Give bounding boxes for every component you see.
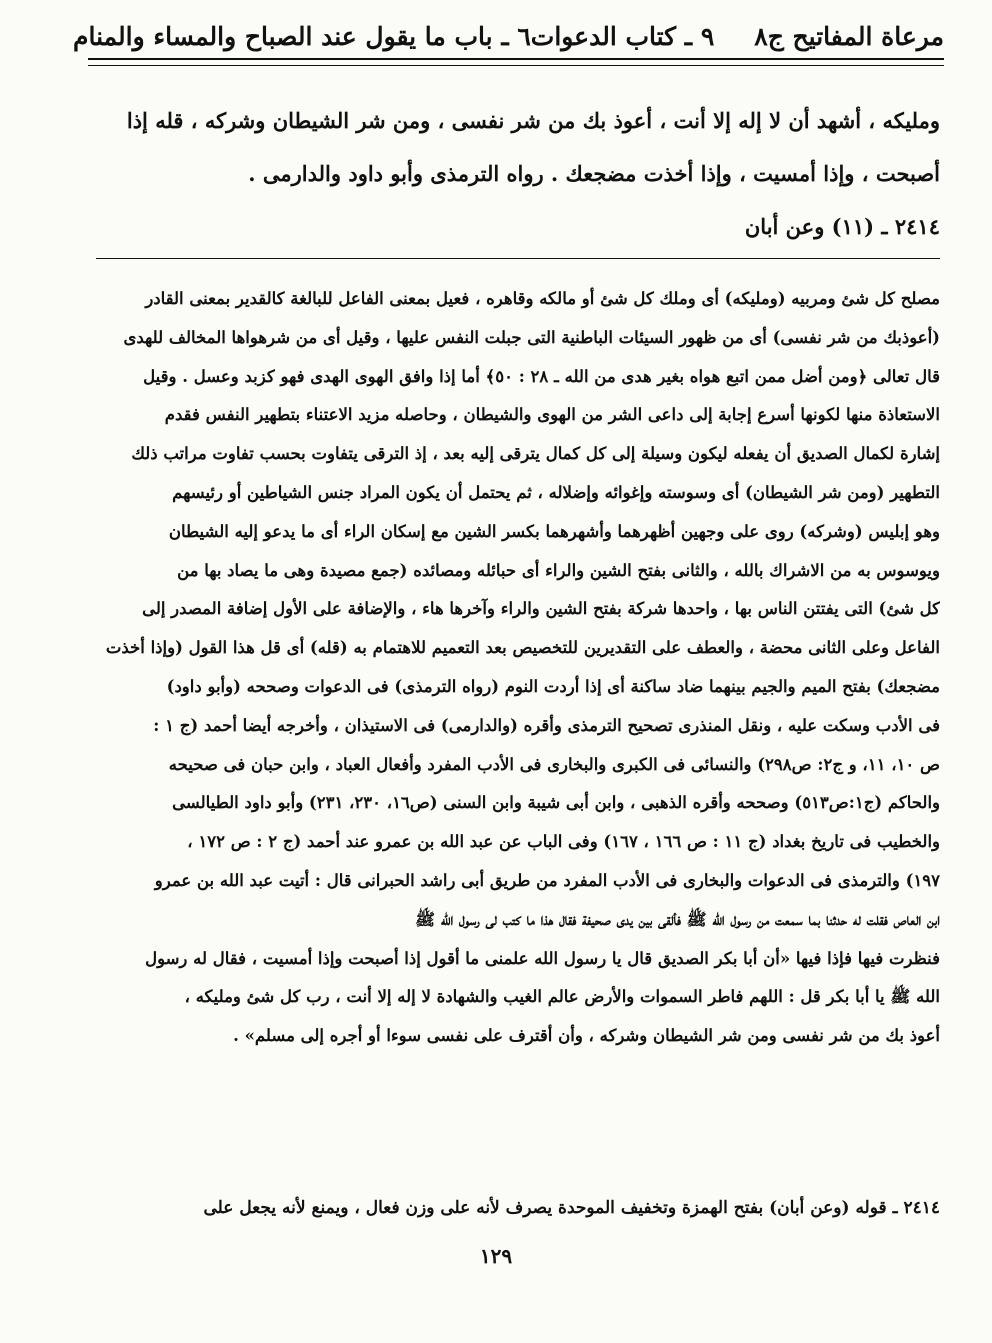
commentary-line: فنظرت فيها فإذا فيها «أن أبا بكر الصديق قال يا رسول الله علمنى ما أقول إذا أصبحت وإذا أمسيت ، فقال له رسول — [145, 948, 940, 968]
commentary-line: ص ١٠، ١١، و ج٢: ص٢٩٨) والنسائى فى الكبرى والبخارى فى الأدب المفرد وأفعال العباد ، وابن حبان فى صحيحه — [168, 754, 940, 774]
hadith-number-line: ٢٤١٤ ـ (١١) وعن أبان — [744, 214, 940, 239]
commentary-line: أعوذ بك من شر نفسى ومن شر الشيطان وشركه ، وأن أقترف على نفسى سوءا أو أجره إلى مسلم» . — [233, 1026, 940, 1046]
commentary-line: إشارة لكمال الصديق أن يفعله ليكون وسيلة إلى كل كمال يترقى إليه بعد ، إذ الترقى يتفاوت بحسب تفاوت مراتب ذلك — [131, 444, 940, 464]
chapter-title: ٩ ـ كتاب الدعوات — [530, 21, 715, 51]
running-header — [72, 14, 944, 58]
commentary-line: الاستعاذة منها لكونها أسرع إجابة إلى داعى الشر من الهوى والشيطان ، وحاصله مزيد الاعتناء بتطهير النفس فقدم — [164, 405, 940, 425]
header-double-rule — [88, 58, 944, 66]
section-title: ٦ ـ باب ما يقول عند الصباح والمساء والمنام — [72, 21, 531, 51]
commentary-line: الله ﷺ يا أبا بكر قل : اللهم فاطر السموات والأرض عالم الغيب والشهادة لا إله إلا أنت ، رب كل شئ ومليكه ، — [184, 987, 940, 1007]
hadith-line: ومليكه ، أشهد أن لا إله إلا أنت ، أعوذ بك من شر نفسى ، ومن شر الشيطان وشركه ، قله إذا — [126, 108, 940, 133]
commentary-line: كل شئ) التى يفتتن الناس بها ، واحدها شركة بفتح الشين والراء وآخرها هاء ، والإضافة على الأول إضافة المصدر إلى — [142, 599, 940, 619]
commentary-line: والخطيب فى تاريخ بغداد (ج ١١ : ص ١٦٦ ، ١٦٧) وفى الباب عن عبد الله بن عمرو عند أحمد (ج ٢ : ص ١٧٢ ، — [187, 832, 940, 852]
commentary-line: (أعوذبك من شر نفسى) أى من ظهور السيئات الباطنية التى جبلت النفس عليها ، وقيل أى من شرهواها المخالف للهدى — [123, 327, 940, 347]
page-number: ١٢٩ — [479, 1244, 513, 1268]
hadith-line: أصبحت ، وإذا أمسيت ، وإذا أخذت مضجعك . رواه الترمذى وأبو داود والدارمى . — [248, 161, 940, 186]
commentary-line: ١٩٧) والترمذى فى الدعوات والبخارى فى الأدب المفرد من طريق أبى راشد الحبرانى قال : أتيت عبد الله بن عمرو — [154, 870, 940, 890]
hadith-text — [96, 94, 940, 253]
commentary-line: والحاكم (ج١:ص٥١٣) وصححه وأقره الذهبى ، وابن أبى شيبة وابن السنى (ص١٦، ٢٣٠، ٢٣١) وأبو داود الطيالسى — [172, 793, 940, 813]
commentary-line: قال تعالى ﴿ومن أضل ممن اتبع هواه بغير هدى من الله ـ ٢٨ : ٥٠﴾ أما إذا وافق الهوى الهدى فهو كزبد وعسل . وقيل — [143, 366, 940, 386]
book-title: مرعاة المفاتيح ج٨ — [754, 21, 944, 51]
commentary-line: فى الأدب وسكت عليه ، ونقل المنذرى تصحيح الترمذى وأقره (والدارمى) فى الاستيذان ، وأخرجه أيضا أحمد (ج ١ : — [153, 715, 940, 735]
commentary-line: الفاعل وعلى الثانى محضة ، والعطف على التقديرين للتخصيص بعد التعميم للاهتمام به (قله) أى قل هذا القول (وإذا أخذت — [105, 638, 940, 658]
commentary-divider — [96, 258, 940, 259]
commentary-text — [98, 280, 940, 1056]
commentary-line: مضجعك) بفتح الميم والجيم بينهما ضاد ساكنة أى إذا أردت النوم (رواه الترمذى) فى الدعوات وصححه (وأبو داود) — [166, 676, 940, 696]
commentary-line: مصلح كل شئ ومربيه (ومليكه) أى وملك كل شئ أو مالكه وقاهره ، فعيل بمعنى الفاعل للبالغة كالقدير بمعنى القادر — [145, 289, 940, 308]
commentary-line: ويوسوس به من الاشراك بالله ، والثانى بفتح الشين والراء أى حبائله ومصائده (جمع مصيدة وهى ما يصاد بها من — [177, 560, 940, 580]
commentary-line: ابن العاص فقلت له حدثنا بما سمعت من رسول الله ﷺ فألقى بين يدى صحيفة فقال هذا ما كتب لى رسول الله ﷺ — [415, 909, 940, 929]
commentary-next-entry: ٢٤١٤ ـ قوله (وعن أبان) بفتح الهمزة وتخفيف الموحدة يصرف لأنه على وزن فعال ، ويمنع لأنه يجعل على — [203, 1198, 940, 1218]
commentary-line: وهو إبليس (وشركه) روى على وجهين أظهرهما وأشهرهما بكسر الشين مع إسكان الراء أى ما يدعو إليه الشيطان — [168, 521, 940, 541]
commentary-line: التطهير (ومن شر الشيطان) أى وسوسته وإغوائه وإضلاله ، ثم يحتمل أن يكون المراد جنس الشياطين أو رئيسهم — [172, 482, 940, 502]
